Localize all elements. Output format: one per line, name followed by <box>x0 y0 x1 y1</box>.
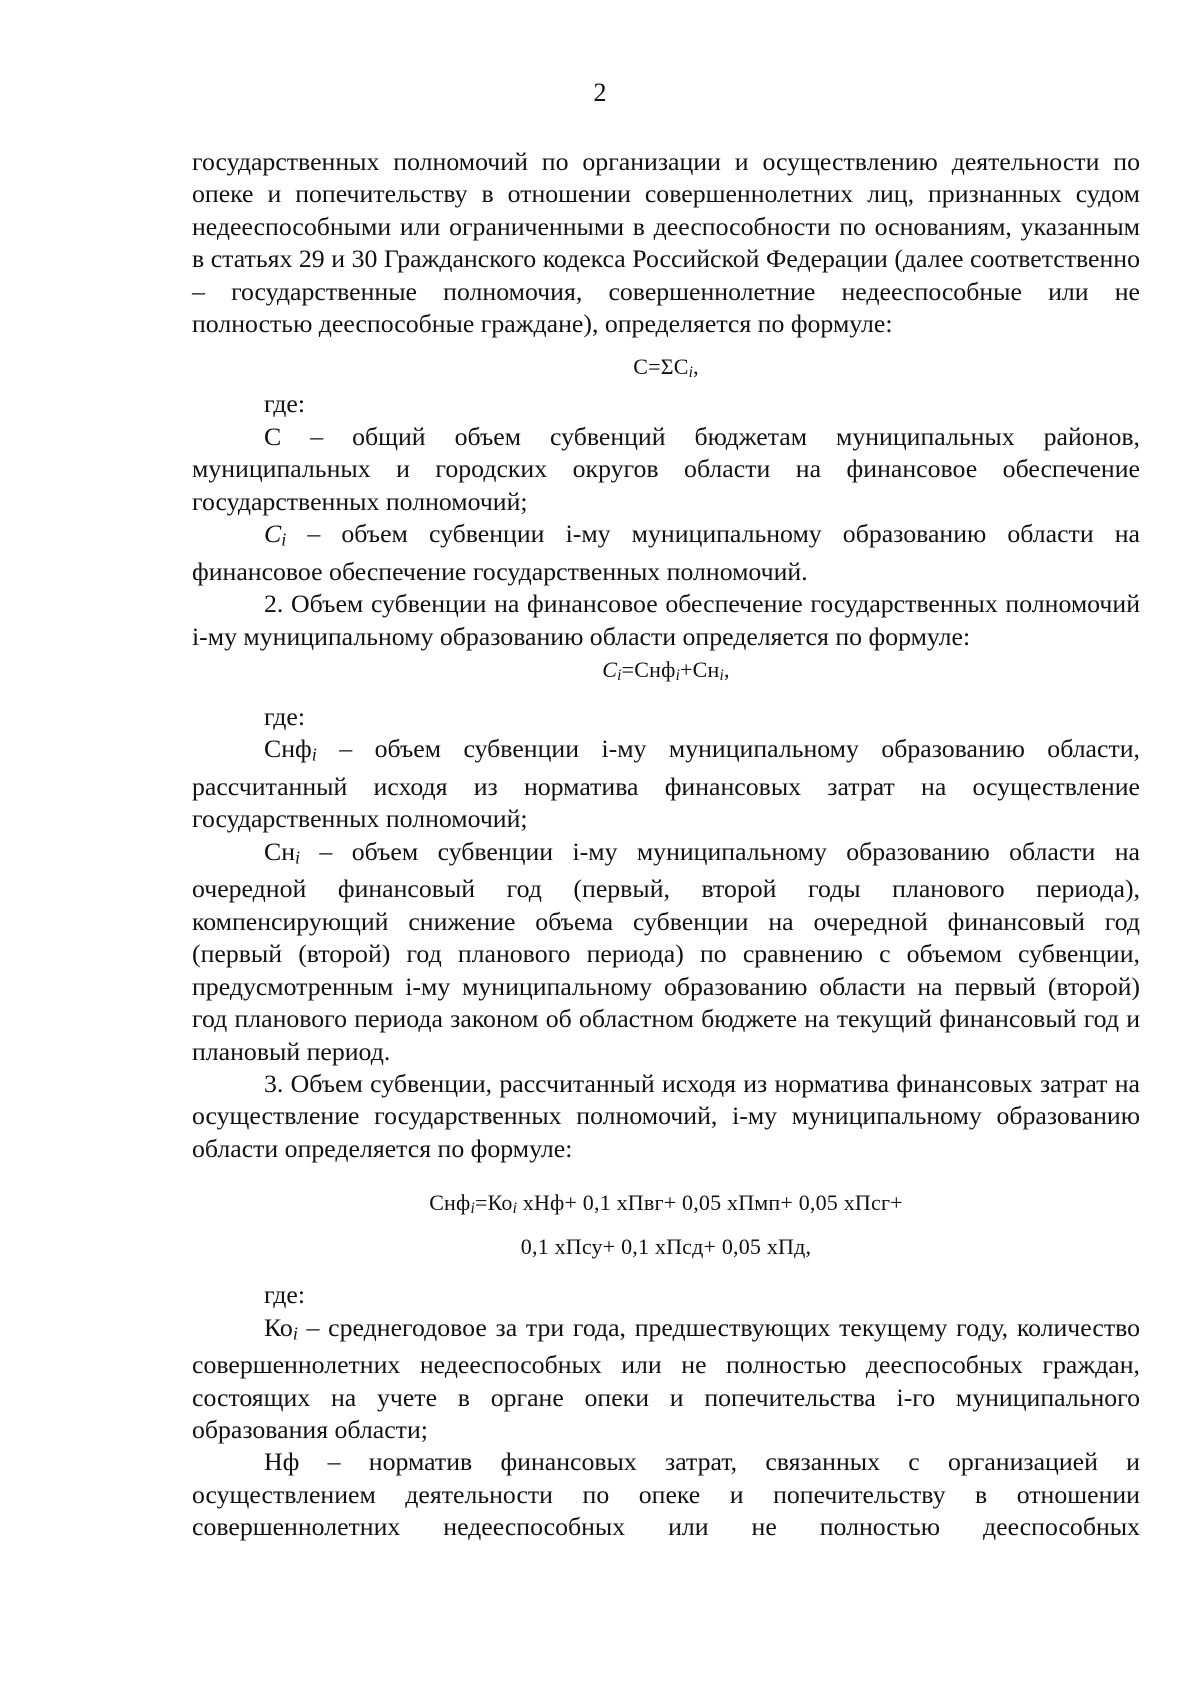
formula-3-a-subscript: i <box>470 1199 475 1217</box>
definition-ci-subscript: i <box>281 529 287 550</box>
intro-paragraph: государственных полномочий по организации и осуществлению деятельности по опеке и попечительству в отношении совершеннолетних лиц, признанных судом недееспособными или ограниченными в дееспособности по основаниям, указанным в статьях 29 и 30 Гражданского кодекса Российской Федерации (далее соответственно – государственные полномочия, совершеннолетние недееспособные или не полностью дееспособные граждане), определяется по формуле: <box>192 147 1140 339</box>
formula-1-main: С=ΣС <box>633 354 689 380</box>
definition-sn-subscript: i <box>295 847 301 868</box>
where-label-3: где: <box>264 1280 306 1310</box>
definition-ko <box>192 1312 1140 1447</box>
definition-ko-text: – среднегодовое за три года, предшествующих текущему году, количество совершеннолетних недееспособных или не полностью дееспособных граждан, состоящих на учете в органе опеки и попечительства i-го муниципального образования области; <box>192 1312 1140 1444</box>
formula-1-tail: , <box>693 354 699 380</box>
formula-snf-line-2: 0,1 хПсу+ 0,1 хПсд+ 0,05 хПд, <box>520 1234 812 1260</box>
formula-2-c: +Сн <box>680 656 720 682</box>
definition-ci-symbol: С <box>264 519 282 549</box>
definition-ci-text: – объем субвенции i-му муниципальному образованию области на финансовое обеспечение государственных полномочий. <box>192 519 1140 586</box>
formula-1-subscript: i <box>688 364 694 382</box>
formula-3-a: Снф <box>429 1190 471 1216</box>
formula-2-tail: , <box>724 656 730 682</box>
formula-snf-line-1 <box>192 1177 1140 1227</box>
formula-3-b: =Ко <box>474 1190 513 1216</box>
document-body <box>192 146 1140 1544</box>
definition-c: С – общий объем субвенций бюджетам муниципальных районов, муниципальных и городских округов области на финансовое обеспечение государственных полномочий; <box>192 421 1140 516</box>
formula-subvention-i <box>192 655 1140 701</box>
definition-snf <box>192 733 1140 835</box>
formula-total-subvention <box>192 346 1140 388</box>
definition-ci <box>192 518 1140 588</box>
definition-snf-subscript: i <box>311 744 317 765</box>
item-2-paragraph: 2. Объем субвенции на финансовое обеспечение государственных полномочий i-му муниципальному образованию области определяется по формуле: <box>192 589 1140 651</box>
formula-3-c: хНф+ 0,1 хПвг+ 0,05 хПмп+ 0,05 хПсг+ <box>517 1190 903 1216</box>
definition-nf: Нф – норматив финансовых затрат, связанных с организацией и осуществлением деятельности по опеке и попечительству в отношении совершеннолетних недееспособных или не полностью дееспособных <box>192 1447 1140 1542</box>
definition-ko-symbol: Ко <box>264 1312 293 1342</box>
definition-ko-subscript: i <box>292 1322 298 1343</box>
formula-2-a-subscript: i <box>617 666 622 684</box>
formula-3-b-subscript: i <box>512 1199 518 1217</box>
definition-sn-text: – объем субвенции i-му муниципальному образованию области на очередной финансовый год (первый, второй годы планового периода), компенсирующий снижение объема субвенции на очередной финансовый год (первый (второй) год планового периода) по сравнению с объемом субвенции, предусмотренным i-му муниципальному образованию области на первый (второй) год планового периода законом об областном бюджете на текущий финансовый год и плановый период. <box>192 836 1140 1066</box>
formula-2-c-subscript: i <box>719 666 724 684</box>
page-number: 2 <box>593 78 607 107</box>
where-label-1: где: <box>264 389 306 419</box>
formula-2-a: С <box>602 656 618 682</box>
definition-snf-symbol: Снф <box>264 734 312 764</box>
item-3-paragraph: 3. Объем субвенции, рассчитанный исходя из норматива финансовых затрат на осуществление государственных полномочий, i-му муниципальному образованию области определяется по формуле: <box>192 1068 1140 1163</box>
where-label-2: где: <box>264 701 306 731</box>
formula-2-b: =Снф <box>621 656 676 682</box>
definition-snf-text: – объем субвенции i-му муниципальному образованию области, рассчитанный исходя из норматива финансовых затрат на осуществление государственных полномочий; <box>192 734 1140 834</box>
definition-sn <box>192 836 1140 1068</box>
formula-2-b-subscript: i <box>675 666 681 684</box>
definition-sn-symbol: Сн <box>264 836 296 866</box>
